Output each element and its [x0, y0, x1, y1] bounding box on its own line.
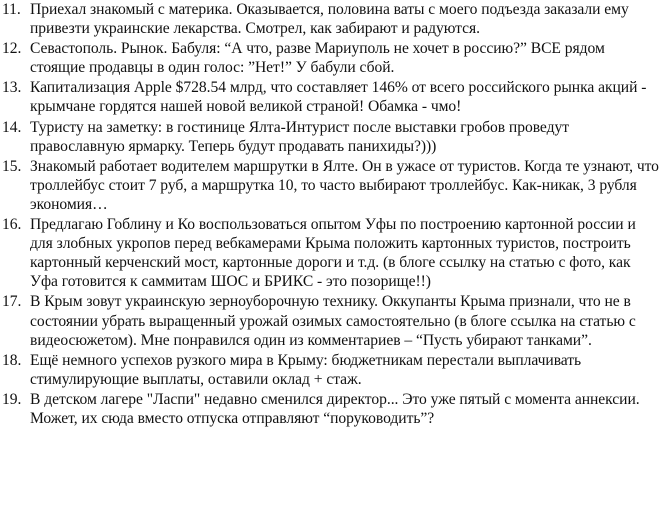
list-item: [2, 78, 659, 116]
item-text: Севастополь. Рынок. Бабуля: “А что, разве Мариуполь не хочет в россию?” ВСЕ рядом стоящие продавцы в один голос: ”Нет!” У бабули сбой.: [30, 40, 605, 77]
list-item: [2, 390, 659, 428]
item-text: Туристу на заметку: в гостинице Ялта-Интурист после выставки гробов проведут православную ярмарку. Теперь будут продавать панихиды?))): [30, 118, 569, 155]
list-item: [2, 292, 659, 349]
item-number: 14.: [2, 118, 22, 136]
item-text: Приехал знакомый с материка. Оказывается, половина ваты с моего подъезда заказали ему привезти украинские лекарства. Смотрел, как забирают и радуются.: [30, 1, 629, 38]
list-item: [2, 351, 659, 389]
item-number: 18.: [2, 351, 22, 369]
item-number: 11.: [2, 1, 21, 18]
item-text: В Крым зовут украинскую зерноуборочную технику. Оккупанты Крыма признали, что не в состоянии убрать выращенный урожай озимых самостоятельно (в блоге ссылка на статью с видеосюжетом). Мне понравился один из комментариев – “Пусть убирают танками”.: [30, 293, 636, 349]
item-number: 16.: [2, 216, 22, 234]
item-text: В детском лагере "Ласпи" недавно сменился директор... Это уже пятый с момента аннексии. Может, их сюда вместо отпуска отправляют “поруководить”?: [30, 390, 640, 427]
list-item: [2, 157, 659, 214]
item-number: 17.: [2, 293, 22, 311]
list-item: [2, 215, 659, 291]
list-item: [2, 39, 659, 77]
item-number: 13.: [2, 79, 22, 97]
item-text: Знакомый работает водителем маршрутки в Ялте. Он в ужасе от туристов. Когда те узнают, что троллейбус стоит 7 руб, а маршрутка 10, то часто выбирают троллейбус. Как-никак, 3 рубля экономия…: [30, 157, 659, 213]
item-number: 15.: [2, 157, 22, 175]
item-number: 12.: [2, 40, 22, 58]
item-number: 19.: [2, 390, 22, 408]
item-text: Ещё немного успехов рузкого мира в Крыму: бюджетникам перестали выплачивать стимулирующие выплаты, оставили оклад + стаж.: [30, 351, 582, 388]
numbered-list: [2, 0, 659, 428]
item-text: Предлагаю Гоблину и Ко воспользоваться опытом Уфы по построению картонной россии и для злобных укропов перед вебкамерами Крыма положить картонных туристов, построить картонный керченский мост, картонные дороги и т.д. (в блоге ссылку на статью с фото, как Уфа готовится к саммитам ШОС и БРИКС - это позорище!!): [30, 216, 636, 291]
list-item: [2, 118, 659, 156]
item-text: Капитализация Apple $728.54 млрд, что составляет 146% от всего российского рынка акций - крымчане гордятся нашей новой великой страной! Обамка - чмо!: [30, 79, 647, 116]
list-item: [2, 0, 659, 38]
